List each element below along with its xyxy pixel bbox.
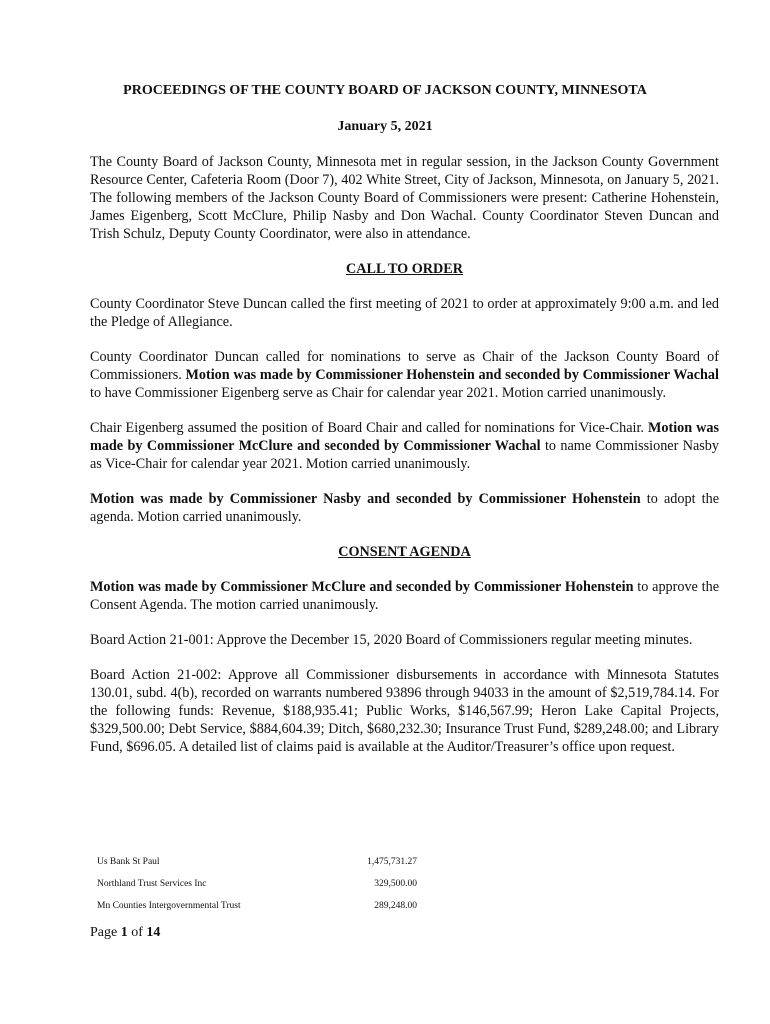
claim-vendor: Northland Trust Services Inc [97,879,207,889]
claim-amount: 289,248.00 [374,901,417,911]
vice-chair-paragraph [90,419,719,473]
board-action-21-002: Board Action 21-002: Approve all Commissioner disbursements in accordance with Minnesota Statutes 130.01, subd. 4(b), recorded on warrants numbered 93896 through 94033 in the amount of $2,519,784.14. For the following funds: Revenue, $188,935.41; Public Works, $146,567.99; Heron Lake Capital Projects, $329,500.00; Debt Service, $884,604.39; Ditch, $680,232.30; Insurance Trust Fund, $289,248.00; and Library Fund, $696.05. A detailed list of claims paid is available at the Auditor/Treasurer’s office upon request. [90,667,719,755]
board-action-21-001: Board Action 21-001: Approve the December 15, 2020 Board of Commissioners regular meeting minutes. [90,632,693,648]
chair-nomination-text: County Coordinator Duncan called for nominations to serve as Chair of the Jackson County Board of Commissioners. [90,349,719,383]
document-body [90,153,719,773]
chair-nomination-paragraph [90,348,719,402]
claim-vendor: Us Bank St Paul [97,857,160,867]
claims-table [97,856,417,922]
meeting-date: January 5, 2021 [337,119,433,134]
chair-motion-text: Motion was made by Commissioner Hohenstein and seconded by Commissioner Wachal [185,367,719,383]
consent-motion-text: Motion was made by Commissioner McClure and seconded by Commissioner Hohenstein [90,579,634,595]
document-title: PROCEEDINGS OF THE COUNTY BOARD OF JACKSON COUNTY, MINNESOTA [123,83,647,98]
consent-motion-paragraph [90,578,719,614]
consent-result-text: to approve the Consent Agenda. The motion carried unanimously. [90,579,720,613]
claim-row [97,856,417,878]
page-number: 1 [120,925,128,940]
call-to-order-paragraph-1: County Coordinator Steve Duncan called the first meeting of 2021 to order at approximately 9:00 a.m. and led the Pledge of Allegiance. [90,296,719,330]
vice-chair-text: Chair Eigenberg assumed the position of Board Chair and called for nominations for Vice-Chair. [90,420,648,436]
agenda-result-text: to adopt the agenda. Motion carried unanimously. [90,491,720,525]
claim-row [97,878,417,900]
page-label: Page [90,925,121,940]
chair-result-text: to have Commissioner Eigenberg serve as Chair for calendar year 2021. Motion carried unanimously. [90,385,667,401]
claim-vendor: Mn Counties Intergovernmental Trust [97,901,241,911]
page-total: 14 [146,925,161,940]
claim-row [97,900,417,922]
page-of-label: of [127,925,147,940]
call-to-order-heading: CALL TO ORDER [346,261,463,277]
consent-agenda-heading: CONSENT AGENDA [338,544,471,560]
vice-chair-result-text: to name Commissioner Nasby as Vice-Chair for calendar year 2021. Motion carried unanimously. [90,438,719,472]
page-footer [90,925,160,941]
agenda-motion-text: Motion was made by Commissioner Nasby and seconded by Commissioner Hohenstein [90,491,641,507]
agenda-motion-paragraph [90,490,719,526]
vice-chair-motion-text: Motion was made by Commissioner McClure and seconded by Commissioner Wachal [90,420,719,454]
claim-amount: 329,500.00 [374,879,417,889]
claim-amount: 1,475,731.27 [367,857,417,867]
intro-paragraph: The County Board of Jackson County, Minnesota met in regular session, in the Jackson County Government Resource Center, Cafeteria Room (Door 7), 402 White Street, City of Jackson, Minnesota, on January 5, 2021. The following members of the Jackson County Board of Commissioners were present: Catherine Hohenstein, James Eigenberg, Scott McClure, Philip Nasby and Don Wachal. County Coordinator Steven Duncan and Trish Schulz, Deputy County Coordinator, were also in attendance. [90,154,719,242]
